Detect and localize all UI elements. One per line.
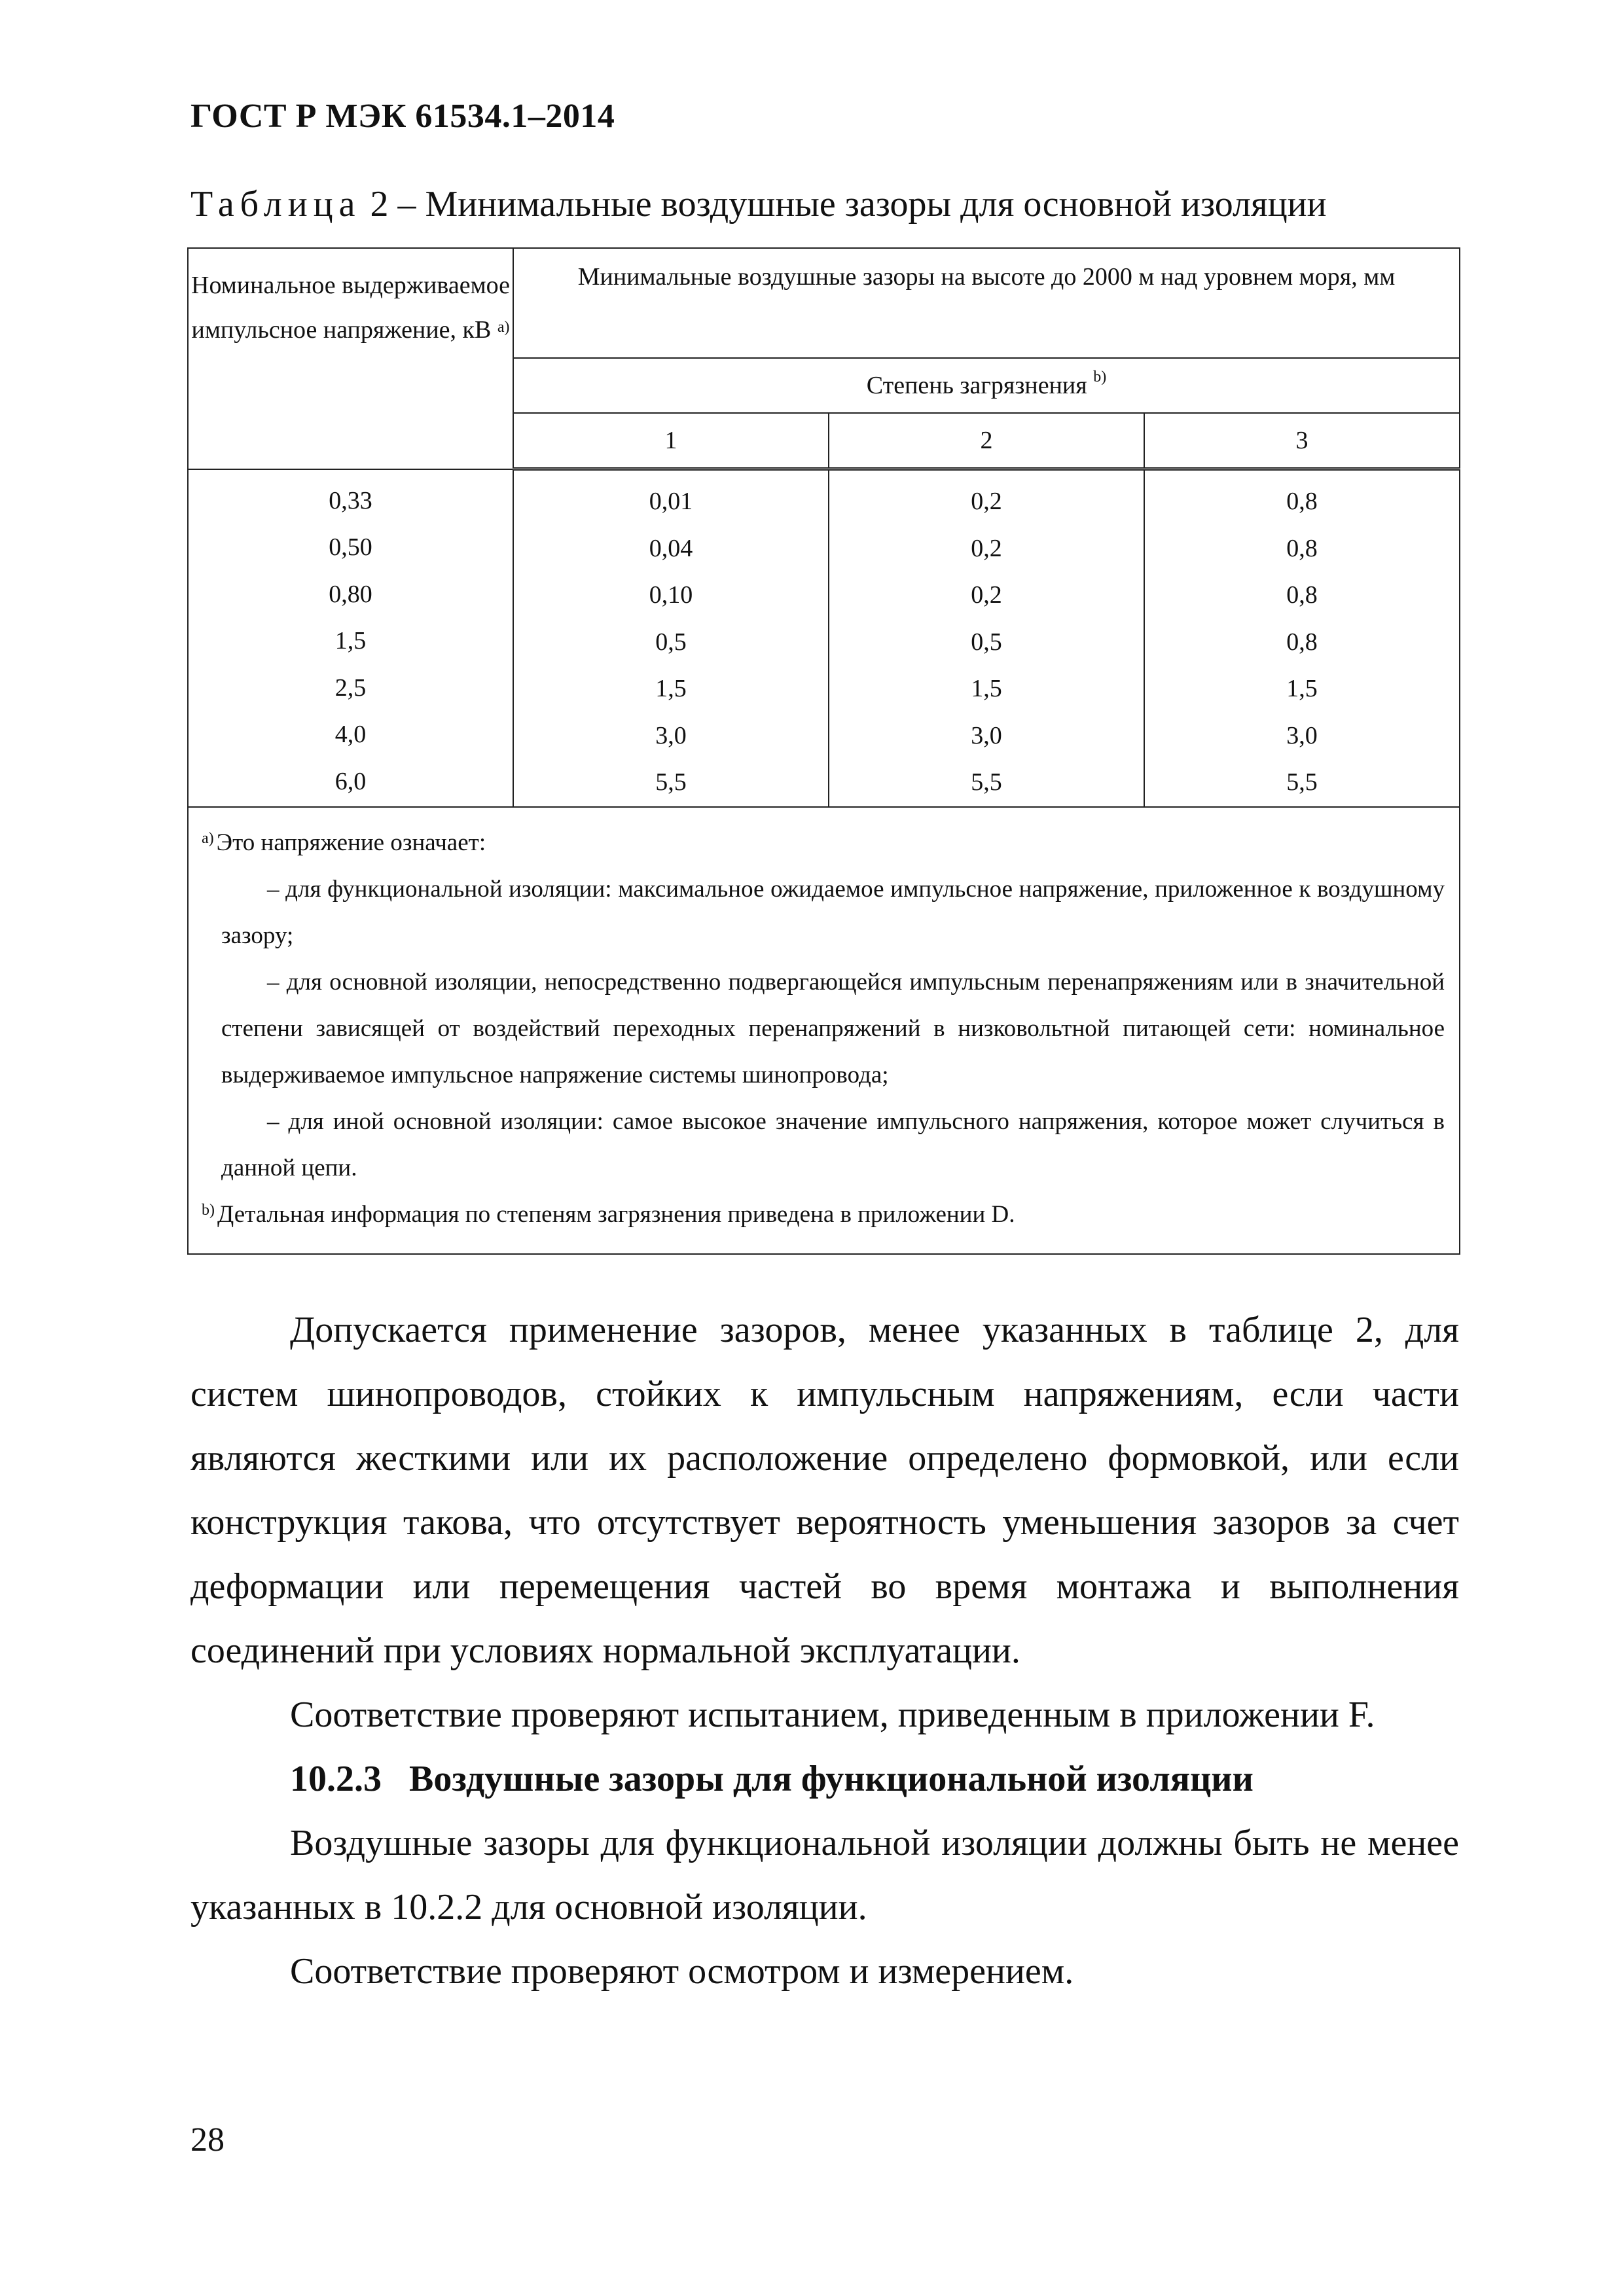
- body-paragraph-3: Воздушные зазоры для функциональной изоляции должны быть не менее указанных в 10.2.2 для основной изоляции.: [190, 1823, 1459, 1928]
- footnote-a: [202, 819, 1445, 866]
- table-cell: 0,01: [649, 488, 693, 515]
- table-cell: 0,10: [649, 581, 693, 609]
- table-cell: 0,50: [329, 533, 372, 561]
- table-cell: 3,0: [1286, 721, 1318, 749]
- document-code-header: ГОСТ Р МЭК 61534.1–2014: [190, 98, 615, 135]
- table-cell: 0,5: [655, 628, 687, 656]
- clearance-table: [187, 247, 1460, 1255]
- degree-2-values-column: [829, 469, 1144, 807]
- table-cell: 1,5: [1286, 675, 1318, 702]
- footnote-a-marker: a): [497, 319, 510, 336]
- footnote-b-text: Детальная информация по степеням загрязнения приведена в приложении D.: [217, 1200, 1015, 1228]
- section-heading: 10.2.3 Воздушные зазоры для функциональной изоляции: [290, 1759, 1254, 1799]
- body-paragraph-2: Соответствие проверяют испытанием, приведенным в приложении F.: [290, 1695, 1375, 1735]
- table-caption-word: Таблица: [190, 184, 361, 224]
- table-cell: 6,0: [334, 767, 367, 795]
- table-cell: 1,5: [971, 675, 1002, 702]
- table-cell: 0,2: [971, 534, 1002, 562]
- footnote-a-item-3: – для иной основной изоляции: самое высокое значение импульсного напряжения, которое может случиться в данной цепи.: [221, 1107, 1445, 1181]
- table-cell: 5,5: [971, 768, 1002, 796]
- pollution-degree-3: 3: [1144, 413, 1460, 469]
- table-footnotes: [188, 807, 1460, 1254]
- footnote-a-mark: a): [202, 829, 214, 847]
- table-cell: 0,2: [971, 488, 1002, 515]
- table-cell: 0,5: [971, 628, 1002, 656]
- footnote-b-mark: b): [202, 1201, 215, 1219]
- body-paragraph-1: Допускается применение зазоров, менее указанных в таблице 2, для систем шинопроводов, стойких к импульсным напряжениям, если части являются жесткими или их расположение определено формовкой, или если конструкция такова, что отсутствует вероятность уменьшения зазоров за счет деформации или перемещения частей во время монтажа и выполнения соединений при условиях нормальной эксплуатации.: [190, 1310, 1459, 1671]
- voltage-column-header: Номинальное выдерживаемое импульсное напряжение, кВ $^{a)}$: [188, 248, 513, 469]
- table-cell: 0,80: [329, 580, 372, 608]
- footnote-a-item-1: – для функциональной изоляции: максимальное ожидаемое импульсное напряжение, приложенное к воздушному зазору;: [221, 875, 1445, 949]
- table-cell: 1,5: [334, 627, 367, 655]
- page-number: 28: [190, 2121, 225, 2159]
- table-cell: 0,8: [1286, 581, 1318, 609]
- footnote-b-marker: b): [1093, 368, 1107, 386]
- voltage-values-column: [188, 469, 513, 807]
- table-cell: 5,5: [1286, 768, 1318, 796]
- table-cell: 0,2: [971, 581, 1002, 609]
- pollution-degree-header: Степень загрязнения $^{b)}$: [513, 358, 1460, 413]
- pollution-degree-2: 2: [829, 413, 1144, 469]
- table-cell: 2,5: [334, 673, 367, 702]
- table-cell: 4,0: [334, 721, 367, 748]
- table-caption-title: 2 – Минимальные воздушные зазоры для основной изоляции: [361, 184, 1327, 224]
- table-cell: 0,8: [1286, 488, 1318, 515]
- table-cell: 0,8: [1286, 534, 1318, 562]
- table-cell: 0,33: [329, 486, 372, 514]
- table-caption: [190, 183, 1327, 225]
- table-cell: 0,8: [1286, 628, 1318, 656]
- degree-1-values-column: [513, 469, 829, 807]
- footnote-a-text: Это напряжение означает:: [216, 829, 486, 856]
- table-cell: 3,0: [655, 721, 687, 749]
- table-cell: 5,5: [655, 768, 687, 796]
- table-cell: 1,5: [655, 675, 687, 702]
- clearance-group-header: Минимальные воздушные зазоры на высоте до 2000 м над уровнем моря, мм: [513, 248, 1460, 358]
- footnote-a-item-2: – для основной изоляции, непосредственно подвергающейся импульсным перенапряжениям или в значительной степени зависящей от воздействий переходных перенапряжений в низковольтной питающей сети: номинальное выдерживаемое импульсное напряжение системы шинопровода;: [221, 968, 1445, 1088]
- table-cell: 3,0: [971, 721, 1002, 749]
- pollution-degree-1: 1: [513, 413, 829, 469]
- table-cell: 0,04: [649, 534, 693, 562]
- body-paragraph-4: Соответствие проверяют осмотром и измерением.: [290, 1951, 1074, 1992]
- footnote-b: [202, 1191, 1445, 1238]
- degree-3-values-column: [1144, 469, 1460, 807]
